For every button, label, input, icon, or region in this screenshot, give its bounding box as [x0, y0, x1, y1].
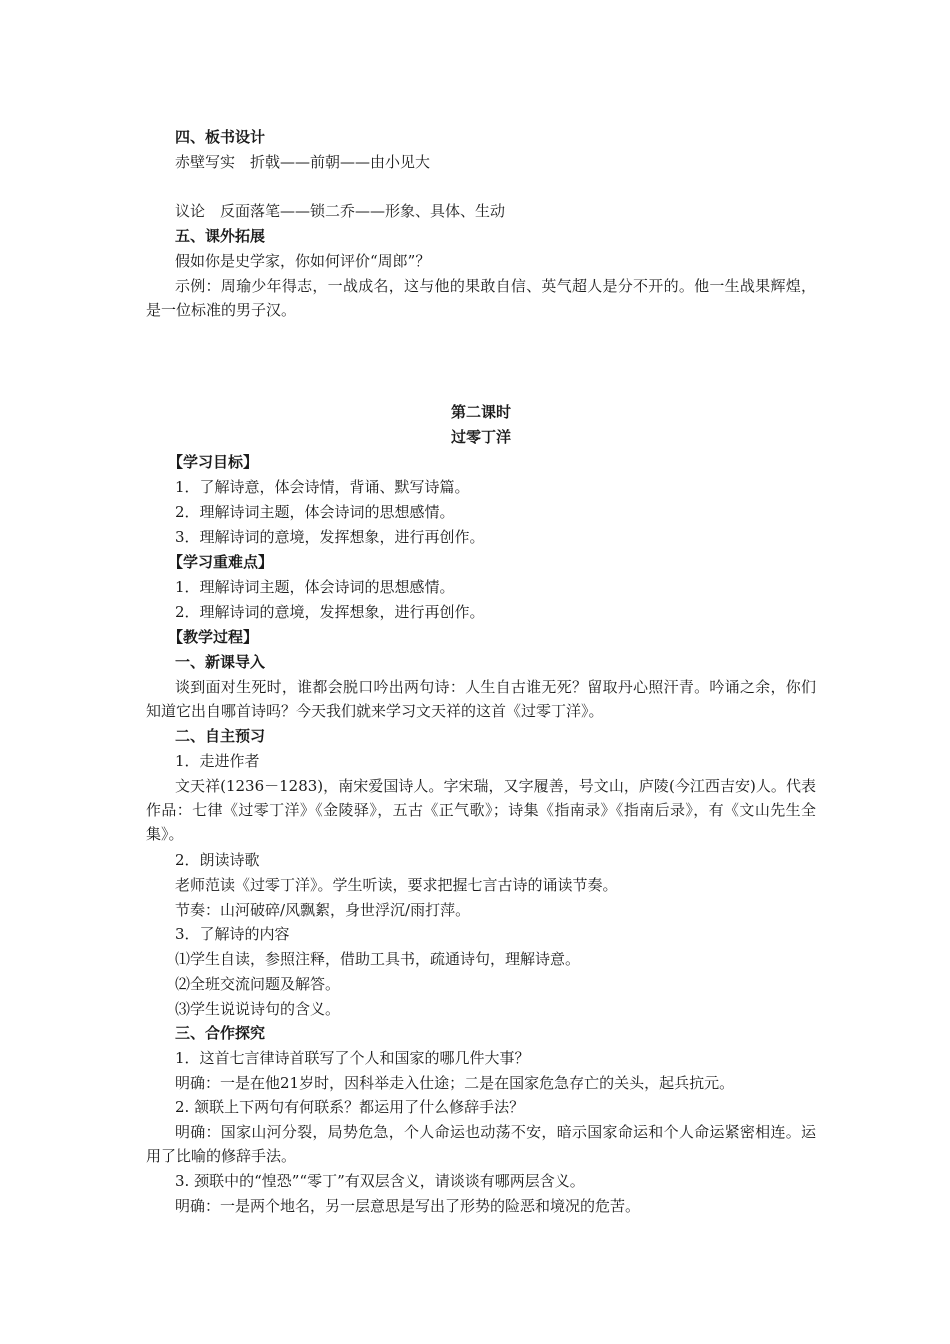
question-1: 1．这首七言律诗首联写了个人和国家的哪几件大事？ — [175, 1049, 530, 1067]
process-heading: 【教学过程】 — [168, 628, 259, 646]
reading-instruction: 老师范读《过零丁洋》。学生听读，要求把握七言古诗的诵读节奏。 — [175, 876, 618, 894]
goal-item: 3．理解诗词的意境，发挥想象，进行再创作。 — [175, 528, 485, 546]
content-item: ⑶学生说说诗句的含义。 — [175, 1000, 341, 1018]
goal-item: 2．理解诗词主题，体会诗词的思想感情。 — [175, 503, 455, 521]
board-line-2: 议论 反面落笔——锁二乔——形象、具体、生动 — [175, 202, 506, 220]
extension-example: 示例：周瑜少年得志，一战成名，这与他的果敢自信、英气超人是分不开的。他一生战果辉煌，是一位标准的男子汉。 — [146, 277, 816, 319]
author-paragraph: 文天祥(1236－1283)，南宋爱国诗人。字宋瑞，又字履善，号文山，庐陵(今江西吉安)人。代表作品：七律《过零丁洋》《金陵驿》，五古《正气歌》；诗集《指南录》《指南后录》，有《文山先生全集》。 — [146, 777, 816, 843]
intro-heading: 一、新课导入 — [175, 653, 266, 671]
content-item: ⑴学生自读，参照注释，借助工具书，疏通诗句，理解诗意。 — [175, 950, 581, 968]
extension-question: 假如你是史学家，你如何评价“周郎”？ — [175, 252, 431, 270]
board-line-1: 赤壁写实 折戟——前朝——由小见大 — [175, 153, 431, 171]
content-item: ⑵全班交流问题及解答。 — [175, 975, 341, 993]
intro-paragraph: 谈到面对生死时，谁都会脱口吟出两句诗：人生自古谁无死？留取丹心照汗青。吟诵之余，你们知道它出自哪首诗吗？今天我们就来学习文天祥的这首《过零丁洋》。 — [146, 678, 816, 720]
preview-step-1: 1．走进作者 — [175, 752, 260, 770]
preview-step-2: 2．朗读诗歌 — [175, 851, 260, 869]
reading-rhythm: 节奏：山河破碎/风飘絮，身世浮沉/雨打萍。 — [175, 901, 471, 919]
answer-3: 明确：一是两个地名，另一层意思是写出了形势的险恶和境况的危苦。 — [175, 1197, 641, 1215]
section4-heading: 四、板书设计 — [175, 128, 266, 146]
section5-heading: 五、课外拓展 — [175, 227, 266, 245]
explore-heading: 三、合作探究 — [175, 1024, 266, 1042]
preview-step-3: 3．了解诗的内容 — [175, 925, 290, 943]
key-point-item: 1．理解诗词主题，体会诗词的思想感情。 — [175, 578, 455, 596]
goal-item: 1．了解诗意，体会诗情，背诵、默写诗篇。 — [175, 478, 470, 496]
question-2: 2. 颔联上下两句有何联系？都运用了什么修辞手法？ — [175, 1098, 525, 1116]
answer-2: 明确：国家山河分裂，局势危急，个人命运也动荡不安，暗示国家命运和个人命运紧密相连。运用了比喻的修辞手法。 — [146, 1123, 816, 1165]
poem-title: 过零丁洋 — [450, 428, 511, 446]
preview-heading: 二、自主预习 — [175, 727, 266, 745]
key-points-heading: 【学习重难点】 — [168, 553, 274, 571]
answer-1: 明确：一是在他21岁时，因科举走入仕途；二是在国家危急存亡的关头，起兵抗元。 — [175, 1074, 735, 1092]
lesson-title: 第二课时 — [450, 403, 511, 421]
key-point-item: 2．理解诗词的意境，发挥想象，进行再创作。 — [175, 603, 485, 621]
question-3: 3. 颈联中的“惶恐”“零丁”有双层含义，请谈谈有哪两层含义。 — [175, 1172, 585, 1190]
goals-heading: 【学习目标】 — [168, 453, 259, 471]
